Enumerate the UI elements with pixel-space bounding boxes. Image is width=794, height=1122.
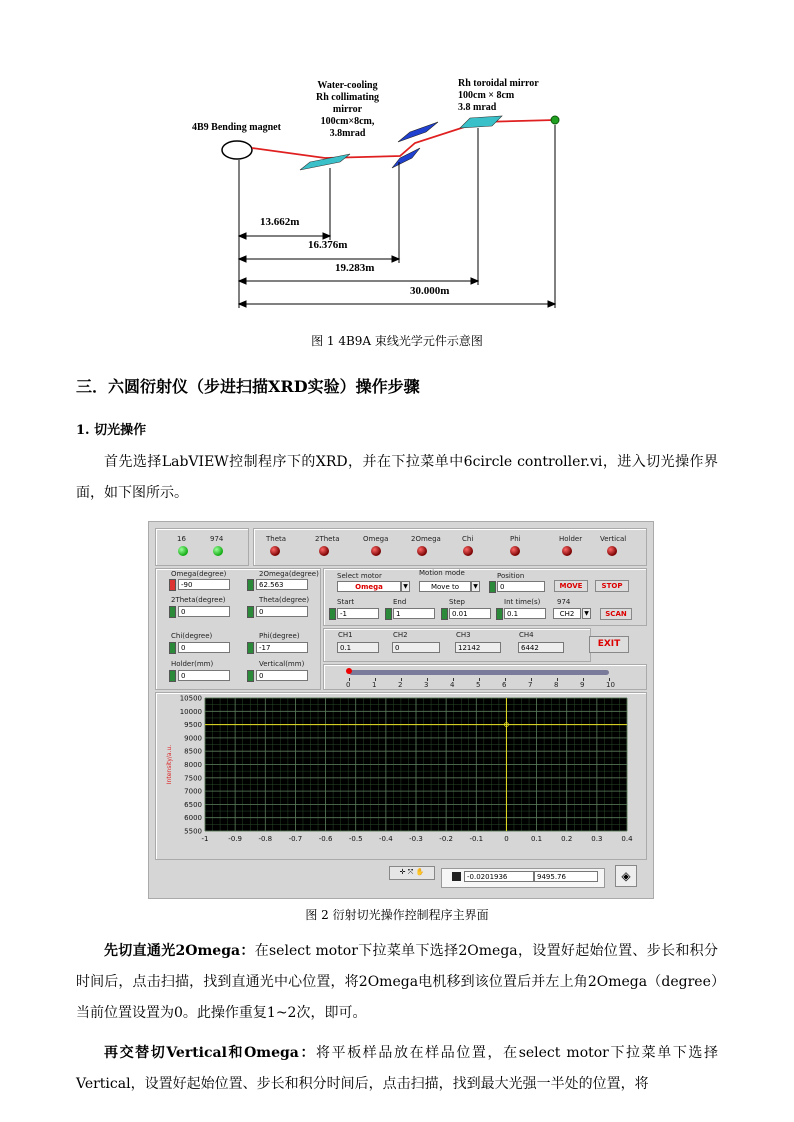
bending-magnet-source xyxy=(222,141,252,159)
x-tick-label: 0.4 xyxy=(621,835,633,843)
axis-led-label-2theta: 2Theta xyxy=(315,535,340,543)
phi-input[interactable]: -17 xyxy=(256,642,308,653)
slider-thumb[interactable] xyxy=(346,668,352,674)
holder-label: Holder(mm) xyxy=(171,660,214,668)
x-tick-label: 0.2 xyxy=(561,835,573,843)
vertical-input[interactable]: 0 xyxy=(256,670,308,681)
chi-input[interactable]: 0 xyxy=(178,642,230,653)
x-tick-label: 0.3 xyxy=(591,835,603,843)
cursor-icon[interactable] xyxy=(452,872,461,881)
axis-led-label-vertical: Vertical xyxy=(600,535,627,543)
toroidal-mirror-label: Rh toroidal mirror 100cm × 8cm 3.8 mrad xyxy=(458,78,539,113)
x-tick-label: 0.1 xyxy=(531,835,543,843)
theta-label: Theta(degree) xyxy=(259,596,310,604)
end-input[interactable]: 1 xyxy=(393,608,435,619)
graph-palette[interactable] xyxy=(389,866,435,880)
x-tick-label: -0.1 xyxy=(469,835,484,843)
led-label-16: 16 xyxy=(177,535,186,543)
hand-icon[interactable]: ✋ xyxy=(415,868,425,876)
y-tick-label: 9000 xyxy=(184,734,202,743)
two-omega-increment[interactable] xyxy=(247,579,254,591)
omega-input[interactable]: -90 xyxy=(178,579,230,590)
slider-tick-label: 4 xyxy=(450,681,455,689)
axis-led-vertical xyxy=(607,546,617,556)
y-tick-label: 10500 xyxy=(179,694,202,703)
x-tick-label: -0.7 xyxy=(288,835,303,843)
led-16 xyxy=(178,546,188,556)
x-tick-label: -1 xyxy=(201,835,209,843)
x-tick-label: -0.2 xyxy=(439,835,453,843)
slider-tick-label: 5 xyxy=(476,681,481,689)
theta-increment[interactable] xyxy=(247,606,254,618)
motion-mode-label: Motion mode xyxy=(419,569,465,577)
motion-mode-arrow-icon[interactable]: ▼ xyxy=(471,581,480,592)
int-time-increment[interactable] xyxy=(496,608,503,620)
ch4-value: 6442 xyxy=(518,642,564,653)
x-tick-label: 0 xyxy=(504,835,509,843)
y-tick-label: 8500 xyxy=(184,747,202,756)
move-button[interactable]: MOVE xyxy=(554,580,588,592)
pan-icon[interactable]: ⤧ xyxy=(407,868,414,876)
intensity-graph[interactable] xyxy=(157,694,643,854)
y-tick-label: 5500 xyxy=(184,827,202,836)
slider-tick-label: 0 xyxy=(346,681,351,689)
x-tick-label: -0.3 xyxy=(409,835,423,843)
chi-increment[interactable] xyxy=(169,642,176,654)
paragraph-2omega-heading: 先切直通光2Omega： xyxy=(104,943,255,959)
x-tick-label: -0.8 xyxy=(258,835,273,843)
two-omega-label: 2Omega(degree) xyxy=(259,570,319,578)
y-tick-label: 7500 xyxy=(184,774,202,783)
axis-led-holder xyxy=(562,546,572,556)
ch4-label: CH4 xyxy=(519,631,534,639)
y-tick-label: 9500 xyxy=(184,721,202,730)
stop-button[interactable]: STOP xyxy=(595,580,629,592)
ch2-value: 0 xyxy=(392,642,440,653)
axis-led-2omega xyxy=(417,546,427,556)
paragraph-2omega-text: 在select motor下拉菜单下选择2Omega，设置好起始位置、步长和积分时间后，点击扫描，找到直通光中心位置，将2Omega电机移到该位置后并左上角2Omega（degree）当前位置设置为0。此操作重复1~2次，即可。 xyxy=(76,943,718,1021)
paragraph-vertical-omega-heading: 再交替切Vertical和Omega： xyxy=(104,1045,317,1061)
slider-tick-label: 7 xyxy=(528,681,533,689)
paragraph-vertical-omega xyxy=(76,1038,718,1100)
slider-tick-label: 6 xyxy=(502,681,507,689)
select-motor-arrow-icon[interactable]: ▼ xyxy=(401,581,410,592)
int-time-label: Int time(s) xyxy=(504,598,541,606)
slider-tick-label: 1 xyxy=(372,681,377,689)
chi-label: Chi(degree) xyxy=(171,632,213,640)
ch3-value: 12142 xyxy=(455,642,501,653)
axis-led-omega xyxy=(371,546,381,556)
axis-led-label-2omega: 2Omega xyxy=(411,535,441,543)
paragraph-intro: 首先选择LabVIEW控制程序下的XRD，并在下拉菜单中6circle controller.vi，进入切光操作界面，如下图所示。 xyxy=(76,454,718,501)
two-theta-label: 2Theta(degree) xyxy=(171,596,226,604)
ch3-label: CH3 xyxy=(456,631,471,639)
ch2-label: CH2 xyxy=(393,631,408,639)
axis-led-label-phi: Phi xyxy=(510,535,521,543)
phi-increment[interactable] xyxy=(247,642,254,654)
vertical-label: Vertical(mm) xyxy=(259,660,305,668)
collimating-mirror-label: Water-cooling Rh collimating mirror 100cm×8cm, 3.8mrad xyxy=(315,80,380,139)
crystal-2 xyxy=(398,122,438,142)
slider-tick-label: 10 xyxy=(606,681,615,689)
slider-tick-label: 9 xyxy=(580,681,585,689)
omega-label: Omega(degree) xyxy=(171,570,227,578)
step-increment[interactable] xyxy=(441,608,448,620)
start-input[interactable]: -1 xyxy=(337,608,379,619)
start-increment[interactable] xyxy=(329,608,336,620)
counter-dropdown[interactable]: CH2 xyxy=(553,608,581,619)
position-label: Position xyxy=(497,572,525,580)
slider-tick-label: 3 xyxy=(424,681,429,689)
paragraph-2omega xyxy=(76,936,718,1029)
two-theta-increment[interactable] xyxy=(169,606,176,618)
axis-led-label-theta: Theta xyxy=(266,535,287,543)
axis-led-2theta xyxy=(319,546,329,556)
step-input[interactable]: 0.01 xyxy=(449,608,491,619)
y-tick-label: 10000 xyxy=(179,707,202,716)
position-increment[interactable] xyxy=(489,581,496,593)
axis-led-theta xyxy=(270,546,280,556)
end-increment[interactable] xyxy=(385,608,392,620)
int-time-input[interactable]: 0.1 xyxy=(504,608,546,619)
slider-tick-label: 8 xyxy=(554,681,559,689)
x-tick-label: -0.5 xyxy=(348,835,363,843)
toroidal-mirror xyxy=(460,116,502,128)
axis-led-label-chi: Chi xyxy=(462,535,474,543)
two-omega-input[interactable]: 62.563 xyxy=(256,579,308,590)
x-tick-label: -0.4 xyxy=(379,835,393,843)
distance-label-2: 16.376m xyxy=(308,239,348,251)
led-974 xyxy=(213,546,223,556)
select-motor-dropdown[interactable]: Omega xyxy=(337,581,401,592)
motion-mode-dropdown[interactable]: Move to xyxy=(419,581,471,592)
x-tick-label: -0.6 xyxy=(318,835,333,843)
y-tick-label: 6000 xyxy=(184,814,202,823)
y-axis-label: Intensity/a.u. xyxy=(166,744,173,785)
slider-track[interactable] xyxy=(349,670,609,675)
ch1-value: 0.1 xyxy=(337,642,379,653)
labview-control-panel xyxy=(148,521,654,899)
phi-label: Phi(degree) xyxy=(259,632,300,640)
position-input[interactable]: 0 xyxy=(497,581,545,592)
exit-button[interactable]: EXIT xyxy=(589,636,629,653)
two-theta-input[interactable]: 0 xyxy=(178,606,230,617)
y-tick-label: 8000 xyxy=(184,761,202,769)
holder-increment[interactable] xyxy=(169,670,176,682)
start-label: Start xyxy=(337,598,355,606)
end-label: End xyxy=(393,598,407,606)
cursor-move-icon[interactable]: ◈ xyxy=(615,865,637,887)
distance-label-1: 13.662m xyxy=(260,216,300,228)
axis-led-label-omega: Omega xyxy=(363,535,389,543)
bending-magnet-label: 4B9 Bending magnet xyxy=(192,122,281,133)
ch1-label: CH1 xyxy=(338,631,353,639)
zoom-icon[interactable]: ✛ xyxy=(399,868,406,876)
step-label: Step xyxy=(449,598,465,606)
counter-label: 974 xyxy=(557,598,571,606)
led-label-974: 974 xyxy=(210,535,224,543)
theta-input[interactable]: 0 xyxy=(256,606,308,617)
vertical-increment[interactable] xyxy=(247,670,254,682)
slider-tick-label: 2 xyxy=(398,681,403,689)
counter-arrow-icon[interactable]: ▼ xyxy=(582,608,591,619)
y-tick-label: 7000 xyxy=(184,787,202,796)
section-title: 三．六圆衍射仪（步进扫描XRD实验）操作步骤 xyxy=(76,377,420,396)
axis-led-label-holder: Holder xyxy=(559,535,583,543)
axis-led-phi xyxy=(510,546,520,556)
y-tick-label: 6500 xyxy=(184,800,202,809)
cursor-y-readout: 9495.76 xyxy=(534,871,598,882)
axis-led-chi xyxy=(463,546,473,556)
select-motor-label: Select motor xyxy=(337,572,382,580)
figure2-caption: 图 2 衍射切光操作控制程序主界面 xyxy=(305,908,489,922)
scan-button[interactable]: SCAN xyxy=(600,608,632,620)
cursor-x-readout: -0.0201936 xyxy=(464,871,534,882)
omega-increment[interactable] xyxy=(169,579,176,591)
distance-label-3: 19.283m xyxy=(335,262,375,274)
paragraph-vertical-omega-text: 将平板样品放在样品位置，在select motor下拉菜单下选择Vertical，设置好起始位置、步长和积分时间后，点击扫描，找到最大光强一半处的位置，将 xyxy=(76,1045,718,1092)
holder-input[interactable]: 0 xyxy=(178,670,230,681)
subsection-title: 1. 切光操作 xyxy=(76,423,147,438)
distance-label-4: 30.000m xyxy=(410,285,450,297)
endpoint-dot xyxy=(551,116,559,124)
figure1-caption: 图 1 4B9A 束线光学元件示意图 xyxy=(311,334,483,348)
x-tick-label: -0.9 xyxy=(228,835,242,843)
